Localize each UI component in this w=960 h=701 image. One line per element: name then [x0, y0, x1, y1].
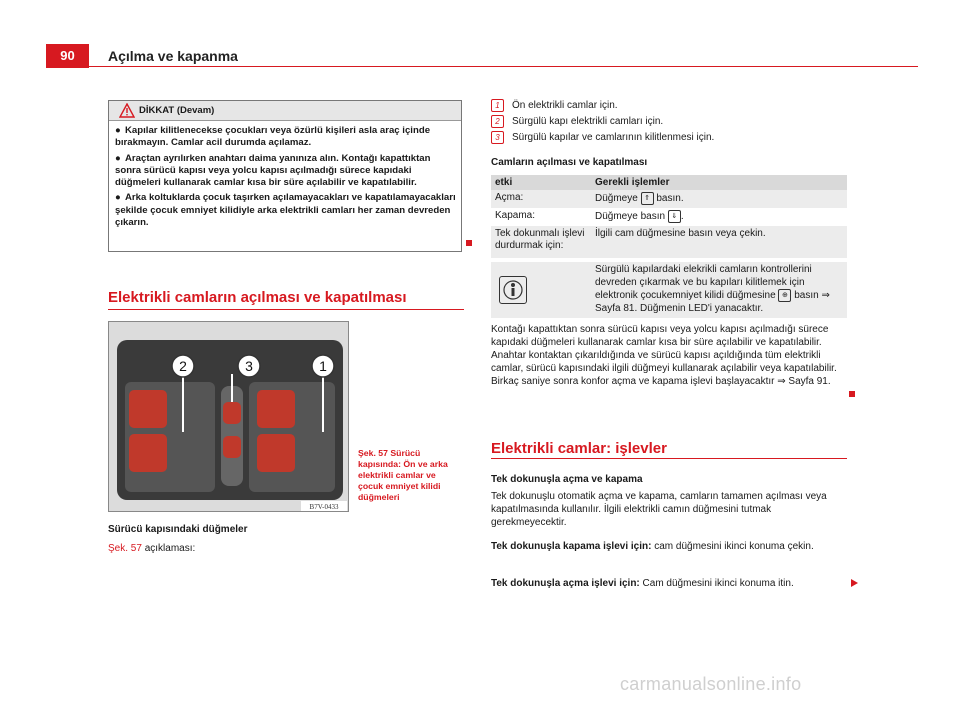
table-row: Açma: Düğmeye ⇑ basın. [491, 190, 847, 208]
legend-item: 3 Sürgülü kapılar ve camlarının kilitlenmesi için. [491, 129, 851, 145]
one-touch-heading: Tek dokunuşla açma ve kapama [491, 474, 643, 485]
header-rule [46, 66, 918, 67]
figure-caption: Şek. 57 Sürücü kapısında: Ön ve arka elektrikli camlar ve çocuk emniyet kilidi düğmeleri [358, 448, 448, 502]
section-title: Elektrikli camların açılması ve kapatılması [108, 289, 407, 306]
section-end-marker [849, 391, 855, 397]
watermark: carmanualsonline.info [620, 674, 802, 694]
section-rule [491, 458, 847, 459]
warning-title: DİKKAT (Devam) [139, 105, 215, 116]
callout-3: 3 [245, 358, 253, 374]
warning-triangle-icon [119, 103, 135, 118]
section-end-marker [466, 240, 472, 246]
table-row: Sürgülü kapılardaki elekrikli camların kontrollerini devreden çıkarmak ve bu kapıları kilitlemek için elektronik çocukemniyet kilidi düğmesine ⊕ basın ⇒ Sayfa 81. Düğmenin LED'i yanacaktır. [491, 262, 847, 318]
driver-door-heading: Sürücü kapısındaki düğmeler [108, 524, 248, 535]
table-heading: Camların açılması ve kapatılması [491, 157, 648, 168]
page-number: 90 [46, 44, 89, 68]
legend-item: 1 Ön elektrikli camlar için. [491, 97, 851, 113]
window-open-icon: ⇑ [641, 192, 654, 205]
operations-table [491, 175, 847, 318]
figure-reference-link[interactable]: Şek. 57 [108, 543, 142, 554]
continue-arrow-icon [851, 579, 858, 587]
table-header-row: etki Gerekli işlemler [491, 175, 847, 190]
door-switch-illustration [109, 322, 349, 512]
warning-list [115, 125, 457, 232]
child-lock-icon [499, 276, 527, 304]
section-rule [108, 309, 464, 310]
section-title: Elektrikli camlar: işlevler [491, 440, 667, 457]
one-touch-close: Tek dokunuşla kapama işlevi için: cam düğmesini ikinci konuma çekin. [491, 541, 814, 552]
window-close-icon: ⇓ [668, 210, 681, 223]
table-row: Kapama: Düğmeye basın ⇓ . [491, 208, 847, 226]
figure-code: B7V-0433 [309, 503, 339, 511]
legend-item: 2 Sürgülü kapı elektrikli camları için. [491, 113, 851, 129]
legend-list [491, 97, 851, 145]
child-lock-button-icon: ⊕ [778, 289, 791, 302]
callout-2: 2 [179, 358, 187, 374]
warning-box [108, 100, 462, 252]
one-touch-open: Tek dokunuşla açma işlevi için: Cam düğmesini ikinci konuma itin. [491, 578, 794, 589]
warning-item: ● Kapılar kilitlenecekse çocukları veya özürlü kişileri asla araç içinde bırakmayın. Camlar acil durumda açılamaz. [115, 125, 431, 149]
warning-item: ● Araçtan ayrılırken anahtarı daima yanınıza alın. Kontağı kapattıktan sonra sürücü kapısı veya yolcu kapısı açılmadığı sürece kapıdaki düğmeleri kullanarak camlar kısa bir süre açılabilir ve kapatılabilir. [115, 152, 431, 189]
paragraph-power-windows: Kontağı kapattıktan sonra sürücü kapısı veya yolcu kapısı açılmadığı sürece kapıdaki düğmeleri kullanarak camlar kısa bir süre açılabilir ve kapatılabilir. Anahtar kontaktan çıkarıldığında ve sürücü kapısı açıldığında tüm elektrikli camlar, sürücü kapısındaki ilgili düğmeyi kullanarak açılabilir veya kapatılabilir. Birkaç saniye sonra konfor açma ve kapama işlevi başlayacaktır ⇒ Sayfa 91. [491, 324, 837, 387]
warning-header [109, 101, 461, 121]
driver-door-ref: Şek. 57 açıklaması: [108, 543, 196, 554]
table-row: Tek dokunmalı işlevi durdurmak için: İlgili cam düğmesine basın veya çekin. [491, 226, 847, 258]
page-title: Açılma ve kapanma [108, 48, 238, 64]
callout-1: 1 [319, 358, 327, 374]
warning-item: ● Arka koltuklarda çocuk taşırken açılamayacakları ve kapatılamayacakları şekilde çocuk emniyet kilidiyle arka elektrikli camları her zaman devreden çıkarın. [115, 192, 456, 229]
door-switch-figure [108, 321, 349, 512]
one-touch-text: Tek dokunuşlu otomatik açma ve kapama, camların tamamen açılması veya kapatılmasında kullanılır. İlgili elektrikli camın düğmesini tutmak gerekmeyecektir. [491, 491, 827, 528]
